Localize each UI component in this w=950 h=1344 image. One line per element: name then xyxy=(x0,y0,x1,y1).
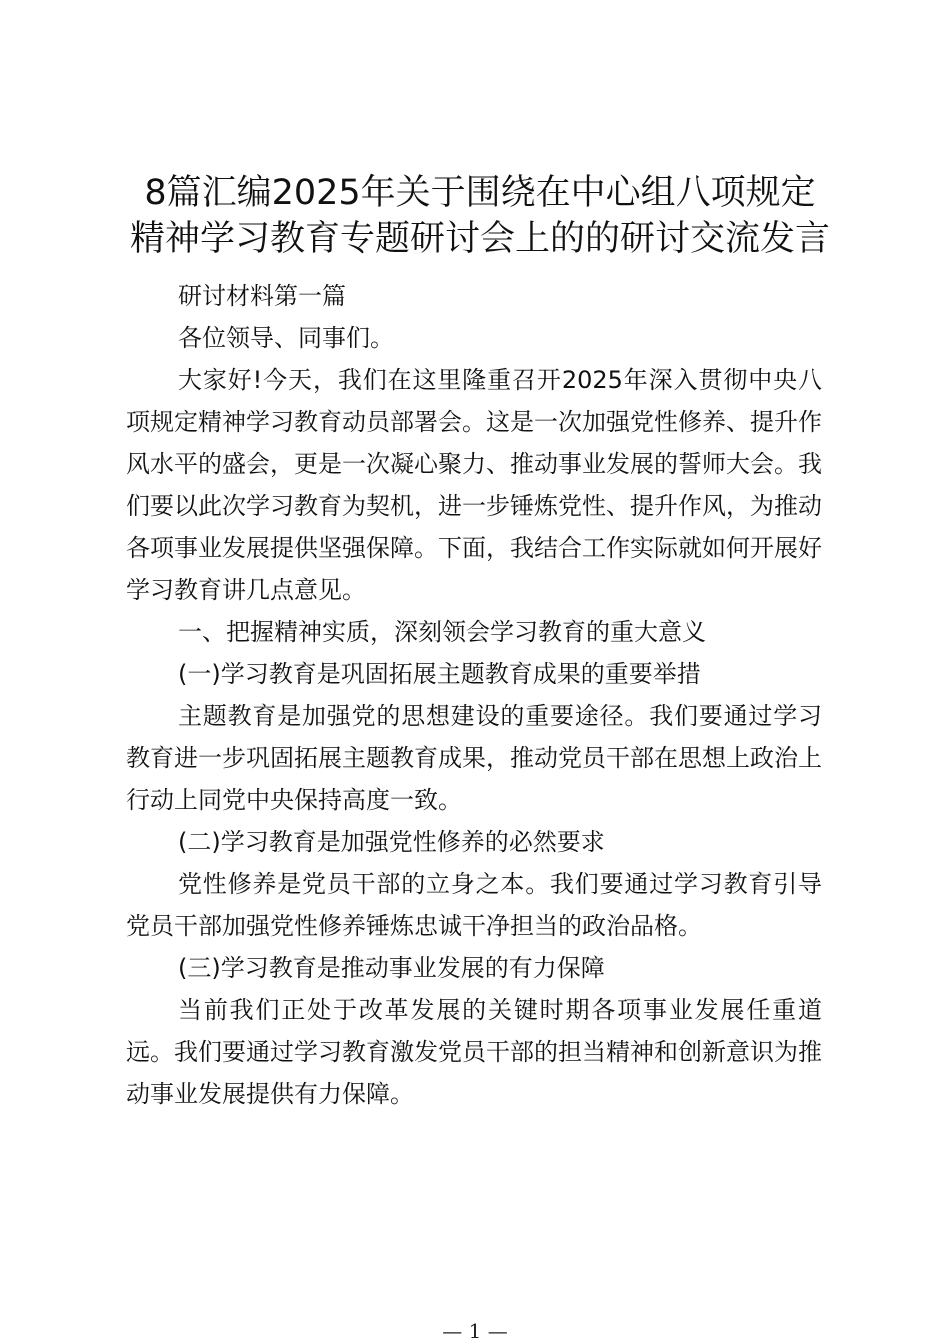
paragraph-two: 党性修养是党员干部的立身之本。我们要通过学习教育引导党员干部加强党性修养锤炼忠诚干净担当的政治品格。 xyxy=(126,870,822,940)
document-title xyxy=(120,170,840,262)
paragraph-section-label: 研讨材料第一篇 xyxy=(178,282,346,310)
subheading-two: (二)学习教育是加强党性修养的必然要求 xyxy=(178,828,605,856)
subheading-one: (一)学习教育是巩固拓展主题教育成果的重要举措 xyxy=(178,660,701,688)
heading-part-one: 一、把握精神实质，深刻领会学习教育的重大意义 xyxy=(178,618,706,646)
paragraph-opening: 大家好!今天，我们在这里隆重召开2025年深入贯彻中央八项规定精神学习教育动员部署会。这是一次加强党性修养、提升作风水平的盛会，更是一次凝心聚力、推动事业发展的誓师大会。我们要以此次学习教育为契机，进一步锤炼党性、提升作风，为推动各项事业发展提供坚强保障。下面，我结合工作实际就如何开展好学习教育讲几点意见。 xyxy=(126,366,822,604)
paragraph-one: 主题教育是加强党的思想建设的重要途径。我们要通过学习教育进一步巩固拓展主题教育成果，推动党员干部在思想上政治上行动上同党中央保持高度一致。 xyxy=(126,702,822,814)
paragraph-salutation: 各位领导、同事们。 xyxy=(178,324,394,352)
subheading-three: (三)学习教育是推动事业发展的有力保障 xyxy=(178,954,605,982)
title-line-1: 8篇汇编2025年关于围绕在中心组八项规定 xyxy=(144,173,816,213)
document-body xyxy=(126,275,822,1115)
page-number: — 1 — xyxy=(442,1319,508,1343)
paragraph-three: 当前我们正处于改革发展的关键时期各项事业发展任重道远。我们要通过学习教育激发党员干部的担当精神和创新意识为推动事业发展提供有力保障。 xyxy=(126,996,822,1108)
title-line-2: 精神学习教育专题研讨会上的的研讨交流发言 xyxy=(129,219,830,259)
